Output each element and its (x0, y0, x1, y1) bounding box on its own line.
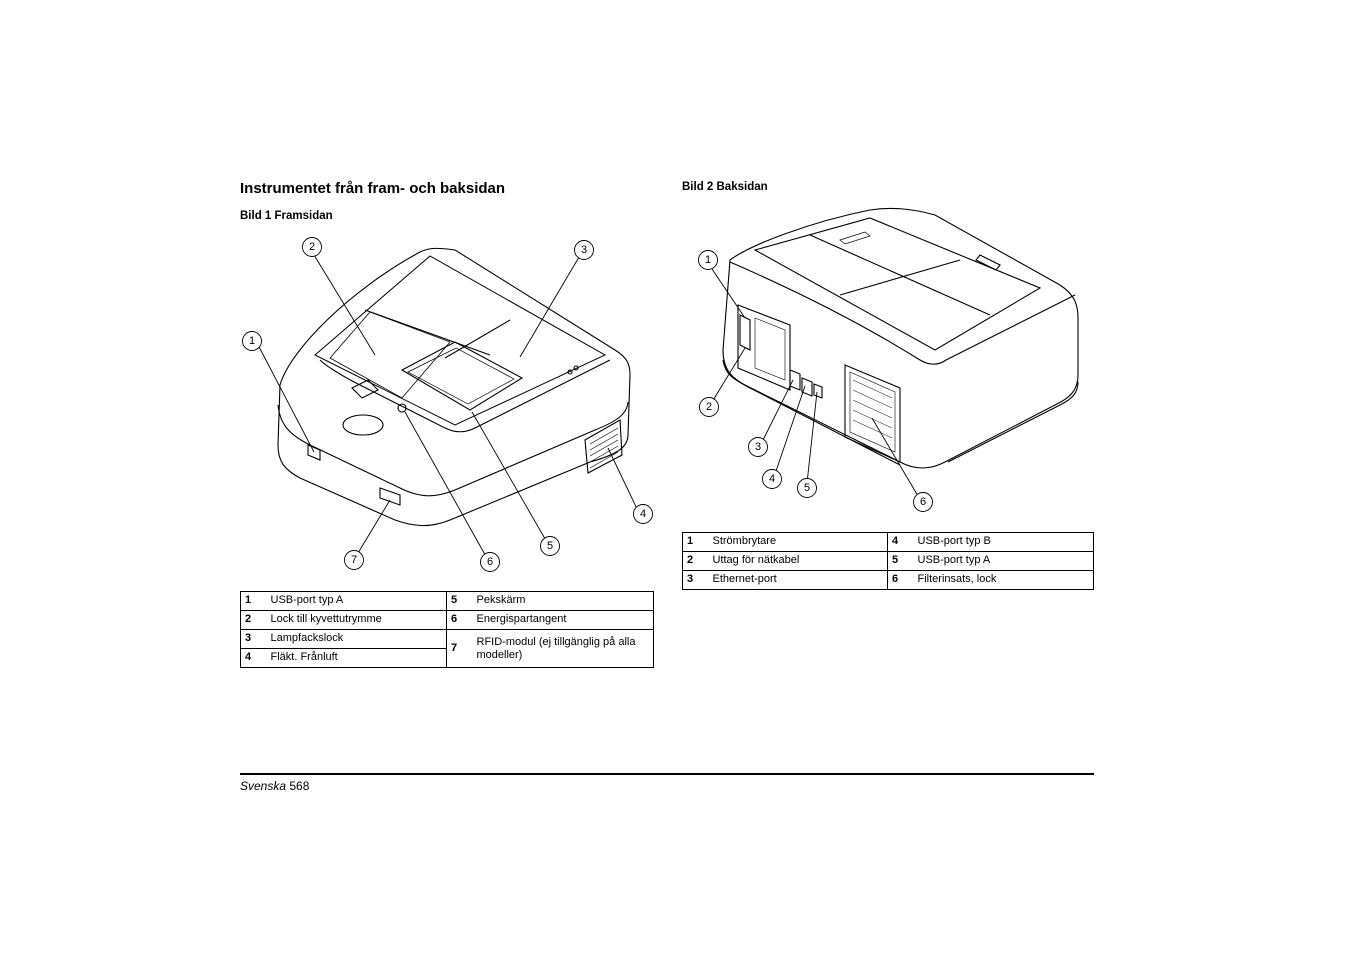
legend-text: Filterinsats, lock (914, 571, 1094, 590)
svg-text:1: 1 (704, 254, 712, 266)
figure2-legend-table (682, 532, 1094, 590)
callout-3 (575, 241, 594, 260)
callout-1 (699, 251, 718, 270)
callout-3 (749, 438, 768, 457)
svg-text:3: 3 (580, 244, 588, 256)
table-row (241, 592, 654, 611)
legend-text: USB-port typ B (914, 533, 1094, 552)
svg-text:3: 3 (754, 441, 762, 453)
legend-text: Lampfackslock (267, 630, 447, 649)
legend-num: 4 (888, 533, 914, 552)
svg-text:2: 2 (308, 241, 316, 253)
svg-text:4: 4 (639, 508, 647, 520)
legend-num: 5 (888, 552, 914, 571)
table-row (241, 630, 654, 649)
figure1-title: Bild 1 Framsidan (240, 210, 333, 222)
figure1-legend-table (240, 591, 654, 668)
svg-text:6: 6 (919, 496, 927, 508)
figure1-front-view-drawing (230, 230, 670, 580)
callout-4 (763, 470, 782, 489)
legend-text: Fläkt. Frånluft (267, 649, 447, 668)
callout-7 (345, 551, 364, 570)
svg-text:5: 5 (803, 482, 811, 494)
callout-1 (243, 332, 262, 351)
table-row (683, 571, 1094, 590)
legend-num: 5 (447, 592, 473, 611)
legend-num: 2 (241, 611, 267, 630)
legend-text: Uttag för nätkabel (709, 552, 888, 571)
legend-num: 1 (683, 533, 709, 552)
legend-num: 3 (683, 571, 709, 590)
callout-2 (700, 398, 719, 417)
legend-num: 6 (888, 571, 914, 590)
legend-text: USB-port typ A (267, 592, 447, 611)
svg-text:6: 6 (486, 556, 494, 568)
svg-text:4: 4 (768, 473, 776, 485)
legend-num: 7 (447, 630, 473, 668)
callout-2 (303, 238, 322, 257)
table-row (683, 533, 1094, 552)
legend-num: 3 (241, 630, 267, 649)
legend-text: Lock till kyvettutrymme (267, 611, 447, 630)
legend-text: USB-port typ A (914, 552, 1094, 571)
callout-5 (798, 479, 817, 498)
figure2-title: Bild 2 Baksidan (682, 181, 768, 193)
callout-5 (541, 537, 560, 556)
footer-language: Svenska (240, 779, 287, 793)
figure2-back-view-drawing (690, 200, 1090, 520)
legend-text: Pekskärm (473, 592, 654, 611)
legend-num: 4 (241, 649, 267, 668)
footer-rule (240, 773, 1094, 775)
legend-num: 2 (683, 552, 709, 571)
page-number: 568 (289, 779, 310, 793)
legend-text: Strömbrytare (709, 533, 888, 552)
legend-num: 6 (447, 611, 473, 630)
legend-text: Ethernet-port (709, 571, 888, 590)
legend-text: RFID-modul (ej tillgänglig på alla modeller) (473, 630, 654, 668)
legend-text: Energispartangent (473, 611, 654, 630)
legend-num: 1 (241, 592, 267, 611)
table-row (241, 611, 654, 630)
callout-6 (914, 493, 933, 512)
svg-text:5: 5 (546, 540, 554, 552)
svg-text:2: 2 (705, 401, 713, 413)
callout-4 (634, 505, 653, 524)
svg-text:7: 7 (350, 554, 358, 566)
table-row (683, 552, 1094, 571)
section-title: Instrumentet från fram- och baksidan (240, 180, 506, 197)
callout-6 (481, 553, 500, 572)
page-footer (240, 779, 309, 793)
svg-text:1: 1 (248, 335, 256, 347)
